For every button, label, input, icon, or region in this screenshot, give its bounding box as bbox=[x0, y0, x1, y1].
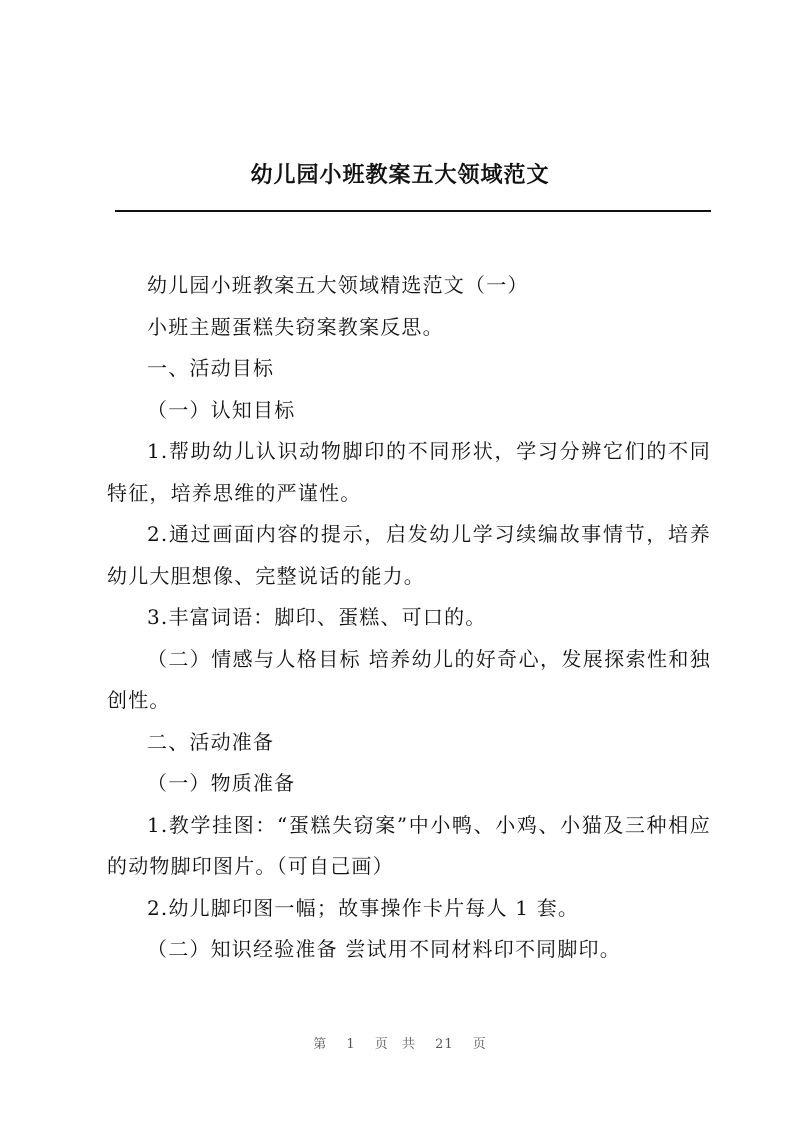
document-body bbox=[107, 265, 711, 971]
paragraph: （二）情感与人格目标 培养幼儿的好奇心，发展探索性和独创性。 bbox=[107, 646, 711, 712]
paragraph: 二、活动准备 bbox=[147, 729, 275, 754]
paragraph: 2.通过画面内容的提示，启发幼儿学习续编故事情节，培养幼儿大胆想像、完整说话的能力。 bbox=[107, 522, 711, 588]
footer-page-number: 1 bbox=[346, 1037, 356, 1052]
paragraph: （二）知识经验准备 尝试用不同材料印不同脚印。 bbox=[147, 937, 621, 961]
paragraph: 一、活动目标 bbox=[147, 356, 275, 380]
footer-suffix: 页 bbox=[472, 1037, 487, 1052]
page-footer bbox=[0, 1033, 800, 1052]
paragraph: 1.帮助幼儿认识动物脚印的不同形状，学习分辨它们的不同特征，培养思维的严谨性。 bbox=[107, 439, 711, 505]
title-divider bbox=[115, 210, 711, 212]
paragraph: （一）认知目标 bbox=[147, 397, 296, 422]
footer-total-pages: 21 bbox=[435, 1037, 454, 1052]
paragraph: 2.幼儿脚印图一幅；故事操作卡片每人 1 套。 bbox=[147, 895, 580, 920]
paragraph: 小班主题蛋糕失窃案教案反思。 bbox=[147, 314, 444, 339]
paragraph: 1.教学挂图：“蛋糕失窃案”中小鸭、小鸡、小猫及三种相应的动物脚印图片。（可自己画） bbox=[107, 812, 711, 878]
footer-middle: 页 共 bbox=[374, 1037, 416, 1052]
document-title: 幼儿园小班教案五大领域范文 bbox=[250, 162, 550, 188]
footer-prefix: 第 bbox=[313, 1037, 328, 1052]
paragraph: 幼儿园小班教案五大领域精选范文（一） bbox=[147, 273, 529, 297]
paragraph: 3.丰富词语：脚印、蛋糕、可口的。 bbox=[147, 605, 487, 629]
paragraph: （一）物质准备 bbox=[147, 771, 296, 795]
